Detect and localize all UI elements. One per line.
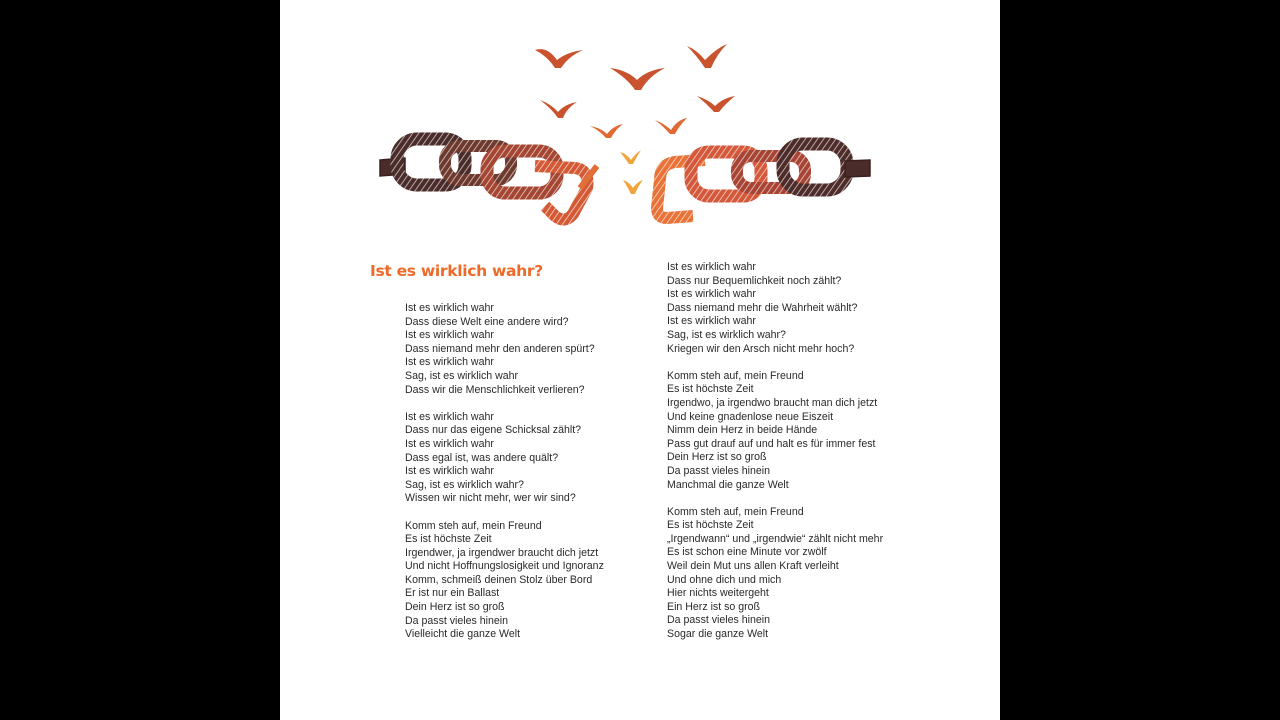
lyric-line: Dass wir die Menschlichkeit verlieren? xyxy=(405,383,585,396)
lyrics-left-column xyxy=(405,302,604,655)
lyric-line: Dass nur Bequemlichkeit noch zählt? xyxy=(667,274,842,287)
lyrics-page xyxy=(280,0,1000,720)
lyric-line: Ist es wirklich wahr xyxy=(405,329,494,342)
lyric-line: Da passt vieles hinein xyxy=(667,614,771,627)
lyric-stanza xyxy=(405,302,604,397)
lyric-line: Und keine gnadenlose neue Eiszeit xyxy=(667,410,834,423)
lyric-line: Ist es wirklich wahr xyxy=(667,315,756,328)
lyric-line: Es ist höchste Zeit xyxy=(405,533,492,546)
lyric-line: Ist es wirklich wahr xyxy=(667,288,756,301)
lyric-line: Komm steh auf, mein Freund xyxy=(667,369,804,382)
lyric-line: Ist es wirklich wahr xyxy=(405,356,494,369)
lyric-line: Und ohne dich und mich xyxy=(667,573,782,586)
lyric-line: Nimm dein Herz in beide Hände xyxy=(667,424,818,437)
lyric-line: Irgendwo, ja irgendwo braucht man dich jetzt xyxy=(667,396,878,409)
lyric-line: Es ist höchste Zeit xyxy=(667,383,754,396)
lyric-line: „Irgendwann“ und „irgendwie“ zählt nicht mehr xyxy=(667,532,884,545)
lyric-line: Dass nur das eigene Schicksal zählt? xyxy=(405,424,582,437)
lyric-line: Es ist schon eine Minute vor zwölf xyxy=(667,546,827,559)
lyric-line: Komm, schmeiß deinen Stolz über Bord xyxy=(405,573,593,586)
lyric-line: Komm steh auf, mein Freund xyxy=(405,519,542,532)
lyric-line: Sag, ist es wirklich wahr? xyxy=(667,328,786,341)
lyric-line: Manchmal die ganze Welt xyxy=(667,478,789,491)
lyric-line: Dein Herz ist so groß xyxy=(405,601,505,614)
lyric-line: Ein Herz ist so groß xyxy=(667,600,761,613)
lyric-line: Ist es wirklich wahr xyxy=(405,465,494,478)
lyric-line: Komm steh auf, mein Freund xyxy=(667,505,804,518)
lyric-line: Wissen wir nicht mehr, wer wir sind? xyxy=(405,492,576,505)
lyric-line: Kriegen wir den Arsch nicht mehr hoch? xyxy=(667,342,855,355)
lyric-line: Ist es wirklich wahr xyxy=(667,261,756,273)
broken-chain-birds-icon xyxy=(375,38,875,238)
lyric-stanza xyxy=(667,370,883,492)
lyric-stanza xyxy=(667,261,883,356)
lyrics-right-column xyxy=(667,261,883,655)
lyric-line: Dein Herz ist so groß xyxy=(667,451,767,464)
lyric-line: Weil dein Mut uns allen Kraft verleiht xyxy=(667,560,839,573)
lyric-stanza xyxy=(405,411,604,506)
lyric-line: Vielleicht die ganze Welt xyxy=(405,628,521,641)
lyric-line: Dass niemand mehr die Wahrheit wählt? xyxy=(667,301,858,314)
lyric-line: Da passt vieles hinein xyxy=(667,464,771,477)
lyric-line: Und nicht Hoffnungslosigkeit und Ignoranz xyxy=(405,560,604,573)
lyric-line: Dass niemand mehr den anderen spürt? xyxy=(405,342,595,355)
lyric-line: Sag, ist es wirklich wahr? xyxy=(405,478,524,491)
lyric-line: Pass gut drauf auf und halt es für immer fest xyxy=(667,437,876,450)
lyric-line: Sogar die ganze Welt xyxy=(667,628,769,641)
lyric-line: Ist es wirklich wahr xyxy=(405,302,494,314)
lyric-line: Er ist nur ein Ballast xyxy=(405,587,500,600)
lyric-line: Hier nichts weitergeht xyxy=(667,587,769,600)
lyric-line: Sag, ist es wirklich wahr xyxy=(405,369,519,382)
lyric-line: Da passt vieles hinein xyxy=(405,614,509,627)
lyric-line: Dass diese Welt eine andere wird? xyxy=(405,315,569,328)
lyric-line: Irgendwer, ja irgendwer braucht dich jetzt xyxy=(405,546,599,559)
lyric-line: Es ist höchste Zeit xyxy=(667,519,754,532)
lyric-stanza xyxy=(405,520,604,642)
lyric-line: Dass egal ist, was andere quält? xyxy=(405,451,559,464)
song-title: Ist es wirklich wahr? xyxy=(370,262,543,280)
lyric-line: Ist es wirklich wahr xyxy=(405,410,494,423)
lyric-line: Ist es wirklich wahr xyxy=(405,437,494,450)
lyric-stanza xyxy=(667,506,883,642)
